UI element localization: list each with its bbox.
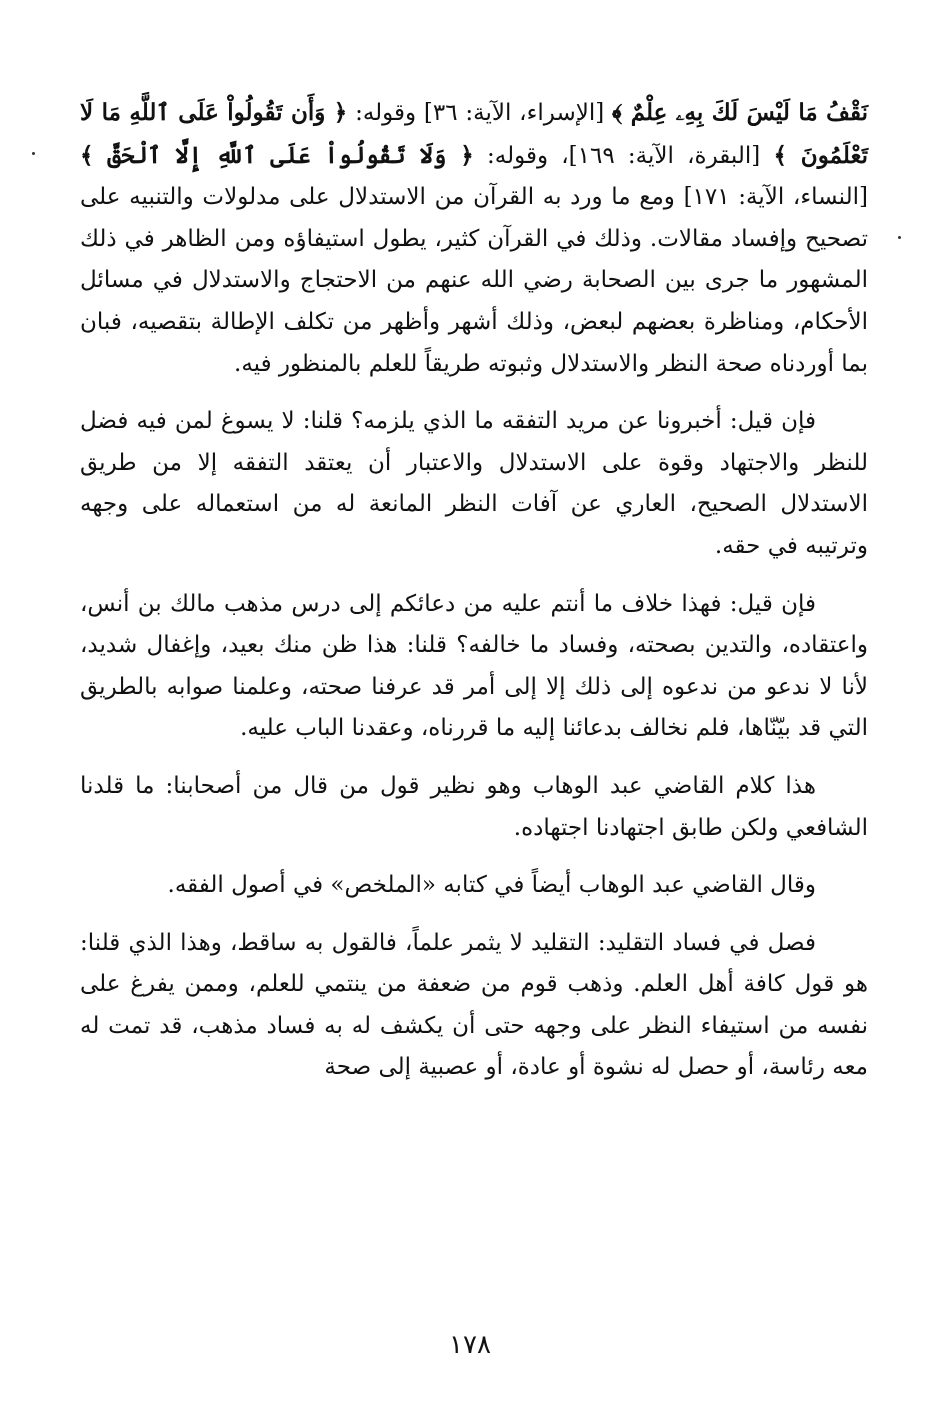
paragraph-p2: [80, 401, 868, 567]
paragraph-p1: [80, 92, 868, 385]
paragraph-p3: [80, 584, 868, 750]
text-segment: [الإسراء، الآية: ٣٦] وقوله:: [347, 100, 613, 126]
quran-verse: ﴿ وَلَا تَقُولُواْ عَلَى ٱللَّهِ إِلَّا ٱلْحَقَّ ﴾: [80, 141, 474, 169]
text-segment: فإن قيل: أخبرونا عن مريد التفقه ما الذي يلزمه؟ قلنا: لا يسوغ لمن فيه فضل للنظر والاجتهاد وقوة على الاستدلال والاعتبار أن يعتقد التفقه إلا من طريق الاستدلال الصحيح، العاري عن آفات النظر المانعة له من استعماله على وجهه وترتيبه في حقه.: [80, 408, 868, 559]
page-body: [80, 92, 868, 1105]
quran-verse: ﴿ وَأَن تَقُولُواْ عَلَى ٱللَّهِ مَا لَا تَعْلَمُونَ ﴾: [80, 99, 868, 169]
text-segment: فإن قيل: فهذا خلاف ما أنتم عليه من دعائكم إلى درس مذهب مالك بن أنس، واعتقاده، والتدين بصحته، وفساد ما خالفه؟ قلنا: هذا ظن منك بعيد، وإغفال شديد، لأنا لا ندعو من ندعوه إلى ذلك إلا إلى أمر قد عرفنا صحته، وعلمنا صوابه بالطريق التي قد بيّنّاها، فلم نخالف بدعائنا إليه ما قررناه، وعقدنا الباب عليه.: [80, 590, 868, 742]
paragraph-p5: [80, 865, 868, 907]
page-number: ١٧٨: [449, 1330, 491, 1360]
text-segment: [النساء، الآية: ١٧١] ومع ما ورد به القرآن من الاستدلال على مدلولات والتنبيه على تصحيح وإفساد مقالات. وذلك في القرآن كثير، يطول استيفاؤه ومن الظاهر في ذلك المشهور ما جرى بين الصحابة رضي الله عنهم من الاحتجاج والاستدلال في مسائل الأحكام، ومناظرة بعضهم لبعض، وذلك أشهر وأظهر من تكلف الإطالة بتقصيه، فبان بما أوردناه صحة النظر والاستدلال وثبوته طريقاً للعلم بالمنظور فيه.: [80, 184, 868, 377]
scan-speck: [32, 152, 35, 155]
scan-speck: [898, 236, 901, 239]
paragraph-p6: [80, 923, 868, 1089]
paragraph-p4: [80, 766, 868, 849]
text-segment: [البقرة، الآية: ١٦٩]، وقوله:: [473, 142, 774, 169]
text-segment: هذا كلام القاضي عبد الوهاب وهو نظير قول من قال من أصحابنا: ما قلدنا الشافعي ولكن طابق اجتهادنا اجتهاده.: [80, 772, 868, 841]
text-segment: فصل في فساد التقليد: التقليد لا يثمر علماً، فالقول به ساقط، وهذا الذي قلنا: هو قول كافة أهل العلم. وذهب قوم من ضعفة من ينتمي للعلم، وممن يفرغ على نفسه من استيفاء النظر على وجهه حتى أن يكشف له به فساد مذهب، قد تمت له معه رئاسة، أو حصل له نشوة أو عادة، أو عصبية إلى صحة: [80, 929, 868, 1081]
text-segment: وقال القاضي عبد الوهاب أيضاً في كتابه «الملخص» في أصول الفقه.: [167, 872, 816, 899]
quran-verse: نَقْفُ مَا لَيْسَ لَكَ بِهِۦ عِلْمٌ ﴾: [612, 99, 869, 126]
